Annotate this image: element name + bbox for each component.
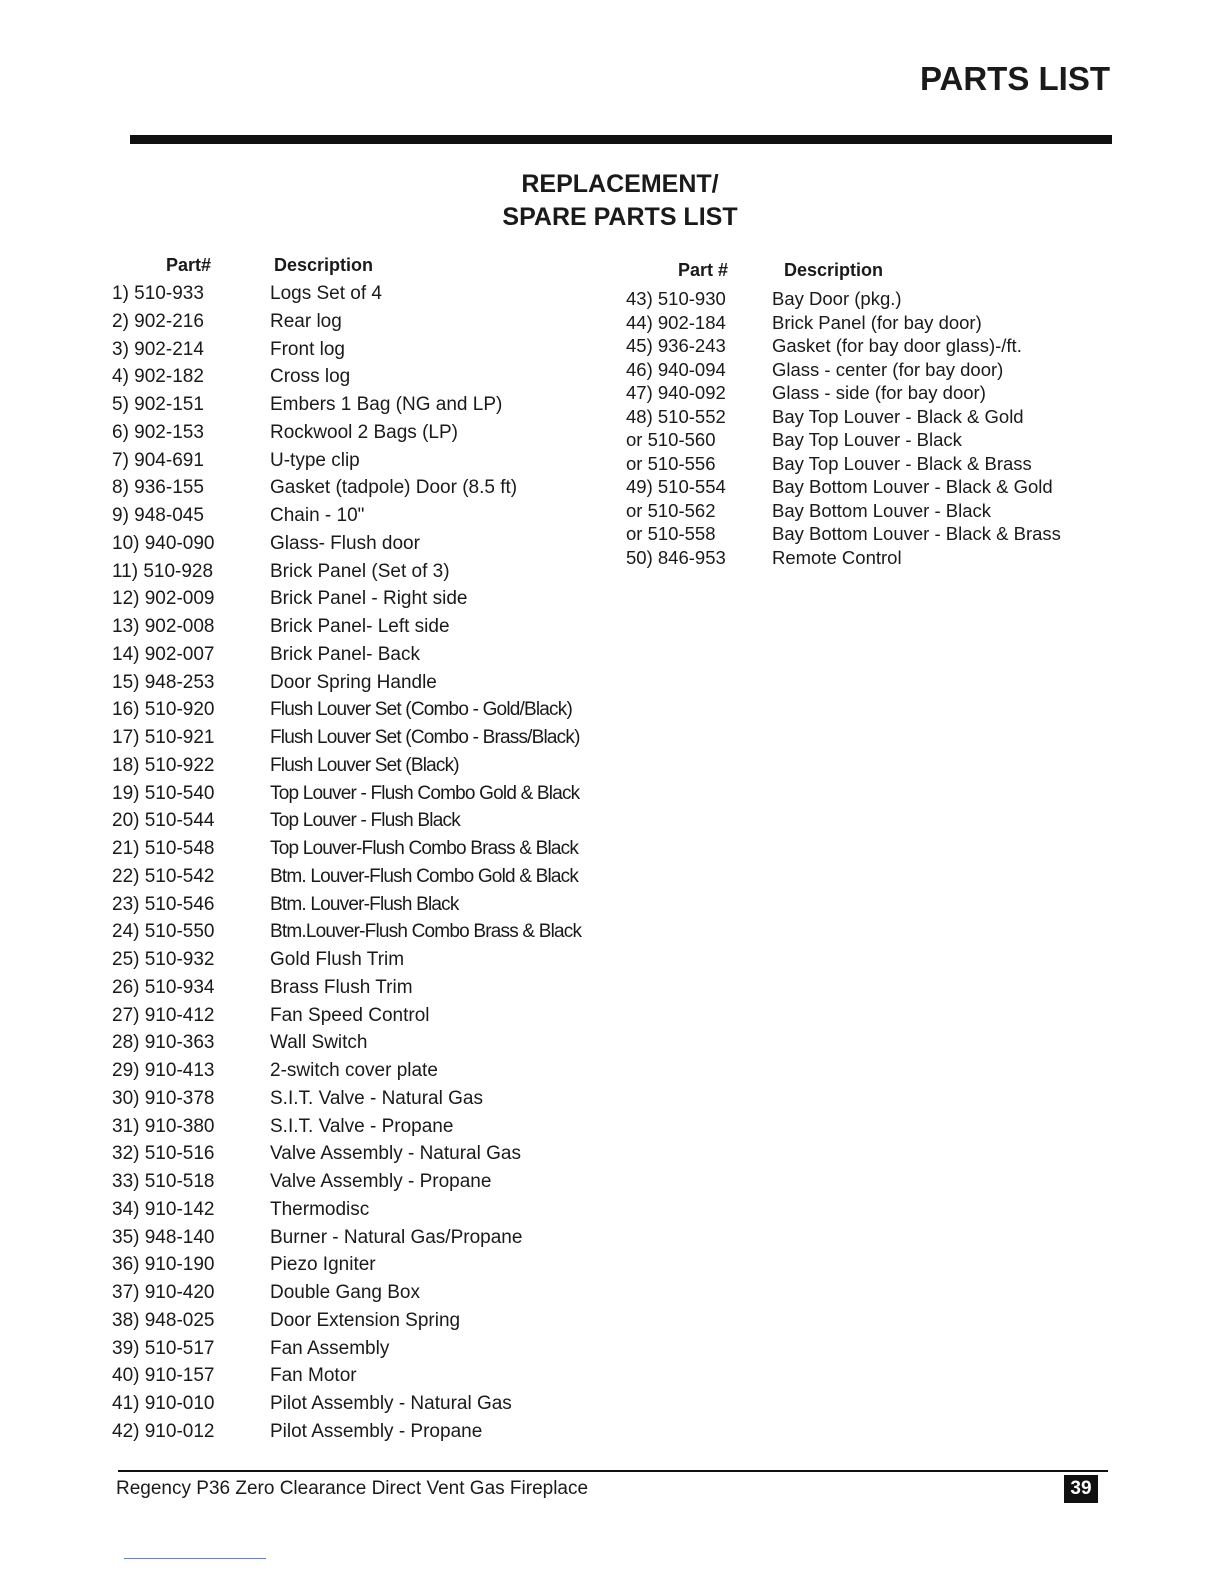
table-row xyxy=(112,422,612,450)
part-number: 4) 902-182 xyxy=(112,366,204,388)
part-number: 10) 940-090 xyxy=(112,532,215,554)
part-description: Bay Top Louver - Black xyxy=(772,429,962,450)
part-number: 13) 902-008 xyxy=(112,616,215,637)
part-description: Double Gang Box xyxy=(270,1282,420,1303)
page-number: 39 xyxy=(1064,1475,1098,1503)
table-row xyxy=(112,1421,612,1449)
part-description: Glass- Flush door xyxy=(270,532,420,554)
table-row xyxy=(112,1338,612,1366)
table-row xyxy=(622,335,1102,359)
part-number: 50) 846-953 xyxy=(626,546,726,568)
parts-table-left xyxy=(112,255,612,1449)
table-row xyxy=(622,476,1102,500)
table-row xyxy=(622,429,1102,453)
part-description: Gasket (for bay door glass)-/ft. xyxy=(772,335,1022,356)
table-row xyxy=(112,505,612,533)
table-row xyxy=(112,755,612,783)
part-description: Wall Switch xyxy=(270,1032,368,1054)
part-description: Bay Bottom Louver - Black & Brass xyxy=(772,523,1061,544)
part-number: 26) 510-934 xyxy=(112,976,215,998)
part-number: 8) 936-155 xyxy=(112,477,204,499)
part-number: 42) 910-012 xyxy=(112,1420,215,1442)
footer-underline xyxy=(124,1558,266,1559)
part-description: Rear log xyxy=(270,310,342,332)
part-number: 45) 936-243 xyxy=(626,335,726,356)
part-description: Pilot Assembly - Propane xyxy=(270,1420,483,1442)
part-number: or 510-560 xyxy=(626,429,716,450)
table-row xyxy=(112,1365,612,1393)
part-number: 28) 910-363 xyxy=(112,1032,215,1054)
part-description: Top Louver - Flush Combo Gold & Black xyxy=(270,782,580,804)
table-row xyxy=(112,783,612,811)
part-number: 14) 902-007 xyxy=(112,643,215,665)
table-row xyxy=(112,949,612,977)
part-number: 16) 510-920 xyxy=(112,699,215,721)
part-description: Top Louver-Flush Combo Brass & Black xyxy=(270,838,579,859)
part-description: Btm. Louver-Flush Black xyxy=(270,893,459,915)
part-description: Brick Panel - Right side xyxy=(270,588,468,610)
part-number: 30) 910-378 xyxy=(112,1087,215,1109)
table-row xyxy=(112,894,612,922)
part-number: 31) 910-380 xyxy=(112,1115,215,1137)
part-number: 33) 510-518 xyxy=(112,1171,215,1192)
part-number: 32) 510-516 xyxy=(112,1143,215,1165)
part-description: Gold Flush Trim xyxy=(270,949,405,970)
table-row xyxy=(622,312,1102,336)
part-number: 34) 910-142 xyxy=(112,1198,215,1220)
section-title-line-1: REPLACEMENT/ xyxy=(521,170,719,198)
table-row xyxy=(112,283,612,311)
part-description: Brick Panel (for bay door) xyxy=(772,311,982,333)
part-description: Top Louver - Flush Black xyxy=(270,810,460,832)
table-row xyxy=(622,382,1102,406)
part-description: Pilot Assembly - Natural Gas xyxy=(270,1393,512,1414)
table-row xyxy=(112,672,612,700)
part-description: Bay Door (pkg.) xyxy=(772,288,902,309)
table-row xyxy=(112,838,612,866)
part-description: Flush Louver Set (Combo - Gold/Black) xyxy=(270,699,572,721)
part-number: 36) 910-190 xyxy=(112,1254,215,1276)
part-number: 25) 510-932 xyxy=(112,949,215,970)
table-row xyxy=(112,644,612,672)
part-description: Btm.Louver-Flush Combo Brass & Black xyxy=(270,921,582,943)
part-number: 3) 902-214 xyxy=(112,338,204,360)
part-number: or 510-556 xyxy=(626,452,716,474)
footer-text: Regency P36 Zero Clearance Direct Vent Gas Fireplace xyxy=(116,1478,589,1499)
part-description: Piezo Igniter xyxy=(270,1254,376,1276)
part-number: 1) 510-933 xyxy=(112,283,204,304)
header-divider xyxy=(130,135,1112,144)
part-description: Bay Bottom Louver - Black xyxy=(772,499,992,521)
table-row xyxy=(622,500,1102,524)
part-number: 2) 902-216 xyxy=(112,310,204,332)
page-title: PARTS LIST xyxy=(919,60,1110,97)
part-description: S.I.T. Valve - Propane xyxy=(270,1115,454,1137)
part-description: Embers 1 Bag (NG and LP) xyxy=(270,394,503,415)
table-row xyxy=(112,1088,612,1116)
table-row xyxy=(112,1199,612,1227)
part-description: Remote Control xyxy=(772,546,902,568)
header-description: Description xyxy=(274,255,374,275)
table-row xyxy=(112,588,612,616)
part-description: Brick Panel- Left side xyxy=(270,616,450,637)
part-number: 22) 510-542 xyxy=(112,865,215,887)
part-description: Cross log xyxy=(270,366,351,388)
section-title-line-2: SPARE PARTS LIST xyxy=(502,203,738,231)
part-number: 23) 510-546 xyxy=(112,893,215,915)
part-number: 6) 902-153 xyxy=(112,421,204,443)
part-description: Brick Panel (Set of 3) xyxy=(270,560,450,582)
part-description: Fan Assembly xyxy=(270,1337,390,1359)
table-row xyxy=(622,406,1102,430)
table-row xyxy=(112,1005,612,1033)
part-description: U-type clip xyxy=(270,449,360,471)
part-description: Burner - Natural Gas/Propane xyxy=(270,1226,523,1248)
table-row xyxy=(112,866,612,894)
part-number: 39) 510-517 xyxy=(112,1337,215,1359)
header-part: Part# xyxy=(166,255,212,275)
part-description: Valve Assembly - Natural Gas xyxy=(270,1143,521,1165)
table-row xyxy=(112,727,612,755)
part-description: Glass - center (for bay door) xyxy=(772,358,1004,380)
table-row xyxy=(622,453,1102,477)
table-row xyxy=(112,1116,612,1144)
part-number: 7) 904-691 xyxy=(112,449,204,471)
part-number: 37) 910-420 xyxy=(112,1282,215,1303)
part-description: Fan Motor xyxy=(270,1365,357,1387)
part-number: 35) 948-140 xyxy=(112,1226,215,1248)
table-row xyxy=(622,547,1102,571)
header-part: Part # xyxy=(678,260,729,280)
table-row xyxy=(112,311,612,339)
part-number: 49) 510-554 xyxy=(626,476,726,497)
part-description: Btm. Louver-Flush Combo Gold & Black xyxy=(270,865,579,887)
part-number: 18) 510-922 xyxy=(112,754,215,776)
table-row xyxy=(112,561,612,589)
table-row xyxy=(112,921,612,949)
part-number: 48) 510-552 xyxy=(626,405,726,427)
table-row xyxy=(112,616,612,644)
part-number: 38) 948-025 xyxy=(112,1309,215,1331)
part-number: 9) 948-045 xyxy=(112,505,204,526)
part-description: Glass - side (for bay door) xyxy=(772,382,986,403)
part-number: 19) 510-540 xyxy=(112,782,215,804)
part-description: Rockwool 2 Bags (LP) xyxy=(270,421,458,443)
table-row xyxy=(112,1254,612,1282)
table-row xyxy=(112,450,612,478)
table-row xyxy=(112,1393,612,1421)
table-row xyxy=(112,477,612,505)
part-number: 15) 948-253 xyxy=(112,671,215,693)
table-row xyxy=(112,1310,612,1338)
part-description: Flush Louver Set (Combo - Brass/Black) xyxy=(270,727,580,748)
part-description: Brick Panel- Back xyxy=(270,643,420,665)
table-row xyxy=(112,533,612,561)
part-description: Brass Flush Trim xyxy=(270,976,413,998)
table-row xyxy=(112,1171,612,1199)
part-number: 47) 940-092 xyxy=(626,382,726,403)
part-number: 46) 940-094 xyxy=(626,358,726,380)
part-number: 5) 902-151 xyxy=(112,394,204,415)
part-description: Door Extension Spring xyxy=(270,1309,461,1331)
table-row xyxy=(622,523,1102,547)
part-description: Valve Assembly - Propane xyxy=(270,1171,492,1192)
part-description: Logs Set of 4 xyxy=(270,283,382,304)
footer-divider xyxy=(118,1470,1108,1472)
part-number: 41) 910-010 xyxy=(112,1393,215,1414)
table-row xyxy=(112,810,612,838)
part-number: 24) 510-550 xyxy=(112,921,215,943)
part-description: Chain - 10" xyxy=(270,505,365,526)
part-number: 20) 510-544 xyxy=(112,810,215,832)
table-row xyxy=(112,1032,612,1060)
part-description: Door Spring Handle xyxy=(270,671,437,693)
part-number: 11) 510-928 xyxy=(112,560,214,582)
table-row xyxy=(112,977,612,1005)
parts-table-right xyxy=(622,260,1102,570)
part-description: S.I.T. Valve - Natural Gas xyxy=(270,1087,483,1109)
header-description: Description xyxy=(784,260,884,280)
part-number: 43) 510-930 xyxy=(626,288,726,309)
part-number: 12) 902-009 xyxy=(112,588,215,610)
table-row xyxy=(112,339,612,367)
part-description: Flush Louver Set (Black) xyxy=(270,754,459,776)
table-row xyxy=(112,366,612,394)
table-row xyxy=(112,1060,612,1088)
part-description: Bay Top Louver - Black & Brass xyxy=(772,452,1032,474)
part-number: 27) 910-412 xyxy=(112,1004,215,1026)
part-description: 2-switch cover plate xyxy=(270,1060,438,1081)
table-header xyxy=(622,260,1102,288)
part-number: 17) 510-921 xyxy=(112,727,215,748)
table-row xyxy=(112,1282,612,1310)
part-number: 21) 510-548 xyxy=(112,838,215,859)
part-description: Thermodisc xyxy=(270,1198,370,1220)
part-number: 40) 910-157 xyxy=(112,1365,215,1387)
part-description: Gasket (tadpole) Door (8.5 ft) xyxy=(270,477,518,499)
part-number: 29) 910-413 xyxy=(112,1060,215,1081)
section-title xyxy=(470,168,770,234)
table-row xyxy=(622,359,1102,383)
table-row xyxy=(112,394,612,422)
part-number: 44) 902-184 xyxy=(626,311,726,333)
part-description: Fan Speed Control xyxy=(270,1004,430,1026)
table-row xyxy=(112,1227,612,1255)
part-description: Bay Top Louver - Black & Gold xyxy=(772,405,1024,427)
table-row xyxy=(112,699,612,727)
table-row xyxy=(622,288,1102,312)
part-description: Bay Bottom Louver - Black & Gold xyxy=(772,476,1053,497)
table-row xyxy=(112,1143,612,1171)
part-number: or 510-558 xyxy=(626,523,716,544)
part-description: Front log xyxy=(270,338,345,360)
part-number: or 510-562 xyxy=(626,499,716,521)
table-header xyxy=(112,255,612,283)
